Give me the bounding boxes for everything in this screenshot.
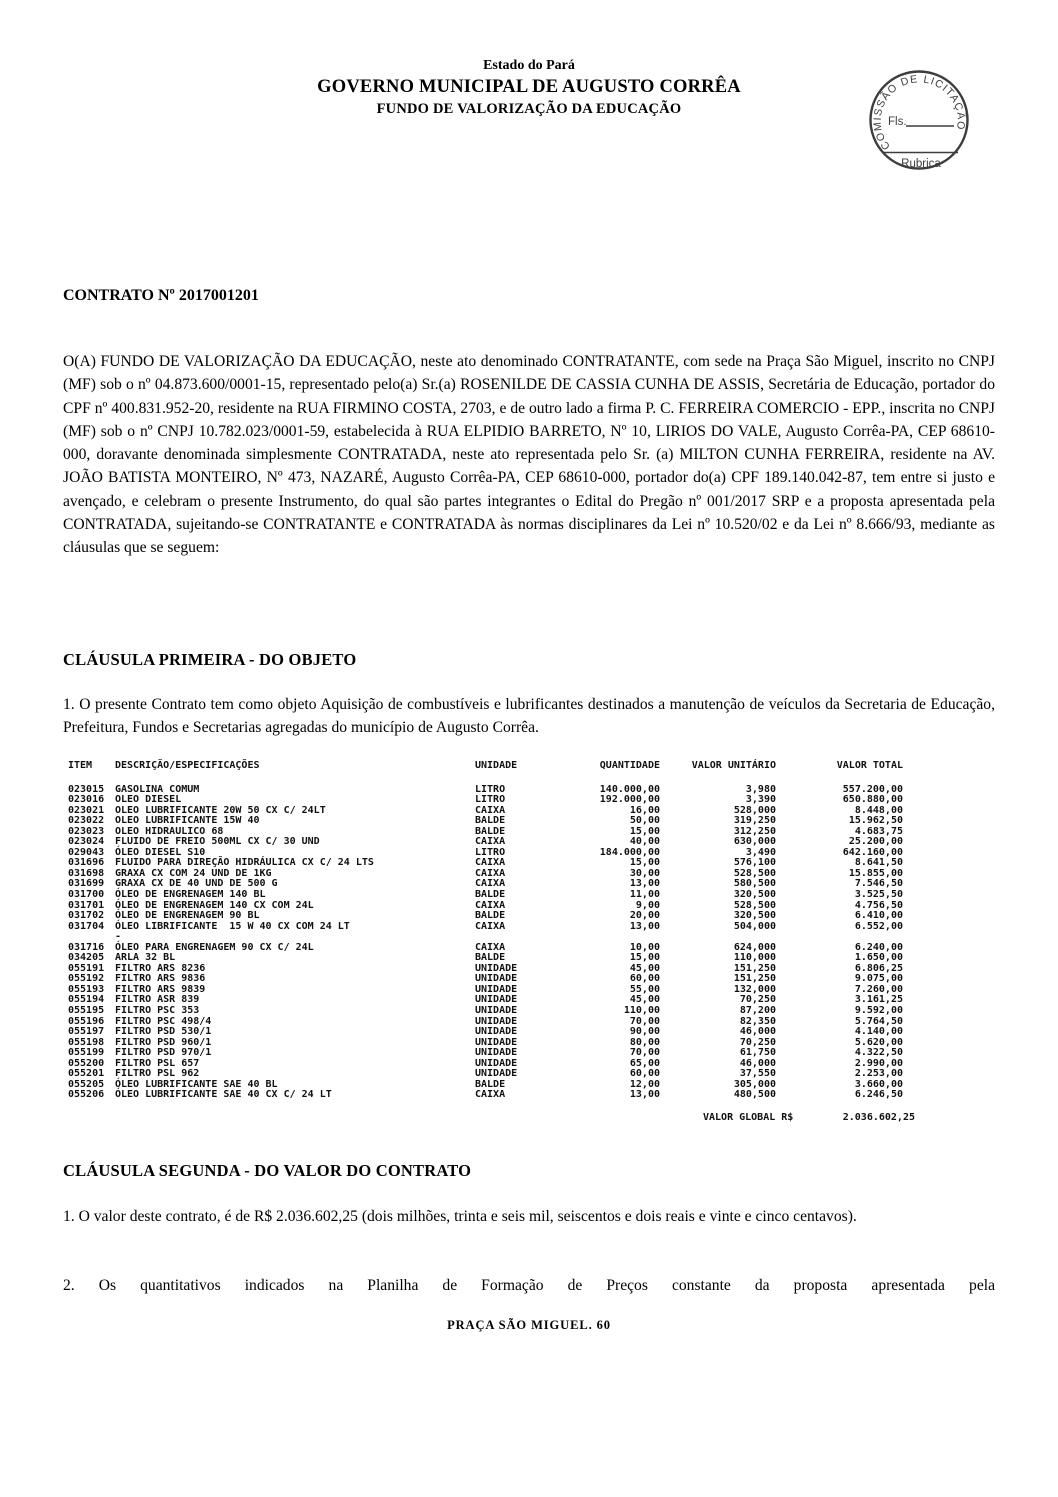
cell-item: 055200: [68, 1057, 105, 1069]
table-row: [63, 1079, 995, 1090]
page-footer: PRAÇA SÃO MIGUEL. 60: [447, 1318, 611, 1332]
cell-un: LITRO: [475, 846, 506, 858]
cell-vt: 642.160,00: [842, 846, 903, 858]
cell-vu: 61,750: [739, 1047, 776, 1059]
cell-vu: 630,000: [733, 836, 776, 848]
cell-un: CAIXA: [475, 836, 506, 848]
cell-qtd: 110,00: [623, 1005, 660, 1017]
cell-item: 031702: [68, 910, 105, 922]
header-cell-quantity: QUANTIDADE: [599, 760, 660, 771]
cell-un: CAIXA: [475, 941, 506, 953]
global-total-row: [63, 1112, 995, 1124]
letterhead-state: Estado do Pará: [483, 58, 575, 73]
cell-qtd: 15,00: [629, 825, 660, 837]
clause-2-paragraph-2: 2. Os quantitativos indicados na Planilha de Formação de Preços constante da proposta apresentada pela: [63, 1277, 995, 1294]
table-row: [63, 1037, 995, 1048]
cell-qtd: 12,00: [629, 1078, 660, 1090]
cell-item: 055197: [68, 1026, 105, 1038]
cell-vu: 319,250: [733, 815, 776, 827]
table-row: [63, 952, 995, 963]
cell-vt: 3.161,25: [854, 994, 903, 1006]
cell-vt: 8.448,00: [854, 804, 903, 816]
cell-desc: FLUIDO PARA DIREÇÃO HIDRÁULICA CX C/ 24 LTS: [115, 857, 374, 869]
cell-vt: 25.200,00: [848, 836, 903, 848]
cell-un: CAIXA: [475, 878, 506, 890]
cell-vu: 528,000: [733, 804, 776, 816]
cell-vt: 6.552,00: [854, 920, 903, 932]
cell-desc: ÓLEO DIESEL S10: [115, 846, 206, 858]
cell-vu: 305,000: [733, 1078, 776, 1090]
cell-item: 055199: [68, 1047, 105, 1059]
cell-item: 055193: [68, 983, 105, 995]
cell-item: 031700: [68, 889, 105, 901]
cell-qtd: 13,00: [629, 1089, 660, 1101]
cell-qtd: 184.000,00: [599, 846, 660, 858]
cell-vu: 151,250: [733, 973, 776, 985]
cell-vu: 3,490: [745, 846, 776, 858]
cell-vu: 132,000: [733, 983, 776, 995]
cell-un: UNIDADE: [475, 1057, 518, 1069]
clause-1-paragraph: 1. O presente Contrato tem como objeto Aquisição de combustíveis e lubrificantes destinados a manutenção de veículos da Secretaria de Educação, Prefeitura, Fundos e Secretarias agregadas do município de Augusto Corrêa.: [63, 696, 995, 737]
cell-vu: 580,500: [733, 878, 776, 890]
cell-desc: GRAXA CX COM 24 UND DE 1KG: [115, 867, 272, 879]
cell-desc: OLEO LUBRIFICANTE 20W 50 CX C/ 24LT: [115, 804, 326, 816]
table-row: [63, 1047, 995, 1058]
cell-vu: 528,500: [733, 867, 776, 879]
cell-vu: 46,000: [739, 1026, 776, 1038]
cell-un: CAIXA: [475, 1089, 506, 1101]
cell-desc: FILTRO ARS 9836: [115, 973, 206, 985]
cell-desc: OLEO HIDRAULICO 68: [115, 825, 224, 837]
table-row: [63, 826, 995, 837]
cell-desc: FILTRO PSD 530/1: [115, 1026, 212, 1038]
cell-vt: 8.641,50: [854, 857, 903, 869]
clause-2-title: CLÁUSULA SEGUNDA - DO VALOR DO CONTRATO: [63, 1161, 472, 1180]
table-row: [63, 963, 995, 974]
cell-un: CAIXA: [475, 899, 506, 911]
cell-vt: 9.592,00: [854, 1005, 903, 1017]
table-row: [63, 921, 995, 932]
cell-un: CAIXA: [475, 920, 506, 932]
cell-desc: OLEO LUBRIFICANTE 15W 40: [115, 815, 260, 827]
cell-vt: 5.764,50: [854, 1015, 903, 1027]
cell-vt: 2.253,00: [854, 1068, 903, 1080]
cell-vt: 7.260,00: [854, 983, 903, 995]
intro-paragraph: O(A) FUNDO DE VALORIZAÇÃO DA EDUCAÇÃO, neste ato denominado CONTRATANTE, com sede na Praça São Miguel, inscrito no CNPJ (MF) sob o nº 04.873.600/0001-15, representado pelo(a) Sr.(a) ROSENILDE DE CASSIA CUNHA DE ASSIS, Secretária de Educação, portador do CPF nº 400.831.952-20, residente na RUA FIRMINO COSTA, 2703, e de outro lado a firma P. C. FERREIRA COMERCIO - EPP., inscrita no CNPJ (MF) sob o nº CNPJ 10.782.023/0001-59, estabelecida à RUA ELPIDIO BARRETO, Nº 10, LIRIOS DO VALE, Augusto Corrêa-PA, CEP 68610-000, doravante denominada simplesmente CONTRATADA, neste ato representada pelo Sr. (a) MILTON CUNHA FERREIRA, residente na AV. JOÃO BATISTA MONTEIRO, Nº 473, NAZARÉ, Augusto Corrêa-PA, CEP 68610-000, portador do(a) CPF 189.140.042-87, tem entre si justo e avençado, e celebram o presente Instrumento, do qual são partes integrantes o Edital do Pregão nº 001/2017 SRP e a proposta apresentada pela CONTRATADA, sujeitando-se CONTRATANTE e CONTRATADA às normas disciplinares da Lei nº 10.520/02 e da Lei nº 8.666/93, mediante as cláusulas que se seguem:: [63, 353, 995, 557]
cell-vt: 15.855,00: [848, 867, 903, 879]
cell-qtd: 30,00: [629, 867, 660, 879]
table-row: [63, 857, 995, 868]
cell-un: UNIDADE: [475, 1005, 518, 1017]
letterhead-government: GOVERNO MUNICIPAL DE AUGUSTO CORRÊA: [317, 77, 741, 97]
cell-item: 023021: [68, 804, 105, 816]
cell-qtd: 65,00: [629, 1057, 660, 1069]
cell-qtd: 13,00: [629, 878, 660, 890]
cell-vt: 557.200,00: [842, 783, 903, 795]
stamp-circle-icon: [871, 72, 968, 169]
cell-desc: ÓLEO DE ENGRENAGEM 140 BL: [115, 889, 266, 901]
cell-vu: 312,250: [733, 825, 776, 837]
cell-item: 055206: [68, 1089, 105, 1101]
cell-qtd: 50,00: [629, 815, 660, 827]
cell-item: 055195: [68, 1005, 105, 1017]
cell-un: UNIDADE: [475, 962, 518, 974]
cell-vu: 70,250: [739, 994, 776, 1006]
cell-vu: 82,350: [739, 1015, 776, 1027]
cell-un: UNIDADE: [475, 994, 518, 1006]
cell-qtd: 45,00: [629, 962, 660, 974]
cell-item: 023016: [68, 794, 105, 806]
cell-item: 034205: [68, 952, 105, 964]
cell-item: 023024: [68, 836, 105, 848]
cell-vu: 110,000: [733, 952, 776, 964]
cell-item: 029043: [68, 846, 105, 858]
cell-desc: FILTRO ARS 9839: [115, 983, 206, 995]
table-row: [63, 910, 995, 921]
cell-item: 023023: [68, 825, 105, 837]
cell-item: 031698: [68, 867, 105, 879]
cell-qtd: 13,00: [629, 920, 660, 932]
cell-vu: 480,500: [733, 1089, 776, 1101]
cell-vt: 9.075,00: [854, 973, 903, 985]
table-rows: [63, 784, 995, 1100]
cell-desc: -: [115, 931, 122, 943]
table-row: [63, 889, 995, 900]
header-cell-unit-value: VALOR UNITÁRIO: [691, 760, 776, 771]
header-cell-item: ITEM: [68, 760, 93, 771]
cell-vt: 4.140,00: [854, 1026, 903, 1038]
cell-qtd: 140.000,00: [599, 783, 660, 795]
cell-qtd: 70,00: [629, 1047, 660, 1059]
licitacao-stamp: [855, 60, 989, 184]
cell-item: 023022: [68, 815, 105, 827]
cell-un: UNIDADE: [475, 973, 518, 985]
cell-vu: 320,500: [733, 889, 776, 901]
cell-un: BALDE: [475, 889, 506, 901]
cell-vu: 151,250: [733, 962, 776, 974]
cell-desc: OLEO DIESEL: [115, 794, 182, 806]
stamp-fls-label: Fls.: [888, 116, 907, 128]
table-row: [63, 942, 995, 953]
cell-item: 055198: [68, 1036, 105, 1048]
cell-vu: 70,250: [739, 1036, 776, 1048]
cell-un: CAIXA: [475, 857, 506, 869]
cell-vt: 7.546,50: [854, 878, 903, 890]
cell-qtd: 15,00: [629, 952, 660, 964]
cell-item: 055205: [68, 1078, 105, 1090]
header-cell-description: DESCRIÇÃO/ESPECIFICAÇÕES: [115, 760, 260, 771]
cell-item: 031699: [68, 878, 105, 890]
cell-qtd: 11,00: [629, 889, 660, 901]
cell-vu: 528,500: [733, 899, 776, 911]
cell-vu: 624,000: [733, 941, 776, 953]
cell-desc: ÓLEO PARA ENGRENAGEM 90 CX C/ 24L: [115, 941, 314, 953]
clause-2-paragraph-1: 1. O valor deste contrato, é de R$ 2.036.602,25 (dois milhões, trinta e seis mil, seiscentos e dois reais e vinte e cinco centavos).: [63, 1208, 857, 1225]
table-row: [63, 1016, 995, 1027]
cell-vt: 3.525,50: [854, 889, 903, 901]
cell-un: LITRO: [475, 794, 506, 806]
cell-qtd: 45,00: [629, 994, 660, 1006]
table-row: [63, 1089, 995, 1100]
cell-item: 055191: [68, 962, 105, 974]
cell-qtd: 60,00: [629, 1068, 660, 1080]
cell-vt: 6.806,25: [854, 962, 903, 974]
cell-item: 031716: [68, 941, 105, 953]
cell-item: 055196: [68, 1015, 105, 1027]
cell-desc: GRAXA CX DE 40 UND DE 500 G: [115, 878, 278, 890]
stamp-rubrica-label: Rubrica: [901, 158, 941, 170]
cell-vt: 4.683,75: [854, 825, 903, 837]
header-cell-total-value: VALOR TOTAL: [836, 760, 903, 771]
cell-vu: 37,550: [739, 1068, 776, 1080]
cell-item: 055192: [68, 973, 105, 985]
cell-vt: 15.962,50: [848, 815, 903, 827]
cell-vt: 5.620,00: [854, 1036, 903, 1048]
cell-vu: 46,000: [739, 1057, 776, 1069]
cell-qtd: 40,00: [629, 836, 660, 848]
cell-un: UNIDADE: [475, 1036, 518, 1048]
cell-un: BALDE: [475, 815, 506, 827]
cell-desc: FILTRO PSD 960/1: [115, 1036, 212, 1048]
table-row: [63, 931, 995, 942]
valor-global-value: 2.036.602,25: [842, 1112, 915, 1123]
cell-qtd: 80,00: [629, 1036, 660, 1048]
table-row: [63, 868, 995, 879]
cell-item: 031704: [68, 920, 105, 932]
cell-vt: 4.756,50: [854, 899, 903, 911]
cell-desc: FILTRO ASR 839: [115, 994, 200, 1006]
cell-desc: ÓLEO LUBRIFICANTE SAE 40 BL: [115, 1078, 278, 1090]
cell-desc: FLUIDO DE FREIO 500ML CX C/ 30 UND: [115, 836, 320, 848]
cell-item: 055194: [68, 994, 105, 1006]
cell-un: BALDE: [475, 910, 506, 922]
table-row: [63, 900, 995, 911]
cell-qtd: 60,00: [629, 973, 660, 985]
table-row: [63, 973, 995, 984]
valor-global-label: VALOR GLOBAL R$: [703, 1112, 794, 1123]
items-table: [63, 760, 995, 1100]
cell-item: 031701: [68, 899, 105, 911]
cell-un: BALDE: [475, 952, 506, 964]
cell-un: BALDE: [475, 1078, 506, 1090]
cell-vt: 6.246,50: [854, 1089, 903, 1101]
cell-qtd: 10,00: [629, 941, 660, 953]
header-cell-unit: UNIDADE: [475, 760, 518, 771]
cell-un: UNIDADE: [475, 1026, 518, 1038]
cell-un: CAIXA: [475, 804, 506, 816]
contract-number: CONTRATO Nº 2017001201: [63, 287, 259, 304]
table-row: [63, 1058, 995, 1069]
cell-desc: ÓLEO DE ENGRENAGEM 140 CX COM 24L: [115, 899, 314, 911]
cell-un: BALDE: [475, 825, 506, 837]
cell-un: UNIDADE: [475, 1068, 518, 1080]
table-row: [63, 836, 995, 847]
cell-un: CAIXA: [475, 867, 506, 879]
cell-vt: 3.660,00: [854, 1078, 903, 1090]
cell-vu: 3,980: [745, 783, 776, 795]
cell-qtd: 15,00: [629, 857, 660, 869]
cell-vt: 6.240,00: [854, 941, 903, 953]
cell-qtd: 20,00: [629, 910, 660, 922]
cell-item: 023015: [68, 783, 105, 795]
cell-vu: 87,200: [739, 1005, 776, 1017]
cell-vt: 2.990,00: [854, 1057, 903, 1069]
cell-vt: 4.322,50: [854, 1047, 903, 1059]
stamp-graphic: [855, 60, 989, 184]
cell-qtd: 70,00: [629, 1015, 660, 1027]
table-row: [63, 805, 995, 816]
table-row: [63, 878, 995, 889]
cell-un: LITRO: [475, 783, 506, 795]
cell-vt: 650.880,00: [842, 794, 903, 806]
cell-un: UNIDADE: [475, 1047, 518, 1059]
cell-qtd: 55,00: [629, 983, 660, 995]
cell-vt: 1.650,00: [854, 952, 903, 964]
clause-1-title: CLÁUSULA PRIMEIRA - DO OBJETO: [63, 650, 357, 669]
cell-qtd: 192.000,00: [599, 794, 660, 806]
cell-vt: 6.410,00: [854, 910, 903, 922]
cell-desc: GASOLINA COMUM: [115, 783, 200, 795]
cell-qtd: 9,00: [635, 899, 660, 911]
table-row: [63, 1068, 995, 1079]
table-row: [63, 784, 995, 795]
cell-desc: FILTRO PSL 657: [115, 1057, 200, 1069]
cell-desc: FILTRO PSL 962: [115, 1068, 200, 1080]
cell-desc: FILTRO PSC 353: [115, 1005, 200, 1017]
cell-vu: 576,100: [733, 857, 776, 869]
cell-vu: 320,500: [733, 910, 776, 922]
table-row: [63, 1005, 995, 1016]
cell-item: 031696: [68, 857, 105, 869]
cell-un: UNIDADE: [475, 1015, 518, 1027]
table-row: [63, 847, 995, 858]
table-row: [63, 1026, 995, 1037]
cell-desc: ARLA 32 BL: [115, 952, 176, 964]
table-header-row: [63, 760, 995, 771]
cell-desc: FILTRO ARS 8236: [115, 962, 206, 974]
table-row: [63, 815, 995, 826]
cell-vu: 3,390: [745, 794, 776, 806]
cell-un: UNIDADE: [475, 983, 518, 995]
cell-vu: 504,000: [733, 920, 776, 932]
stamp-arc-text: COMISSÃO DE LICITAÇÃO: [871, 73, 967, 152]
cell-desc: FILTRO PSD 970/1: [115, 1047, 212, 1059]
letterhead-fund: FUNDO DE VALORIZAÇÃO DA EDUCAÇÃO: [376, 101, 682, 117]
cell-desc: ÓLEO LUBRIFICANTE SAE 40 CX C/ 24 LT: [115, 1089, 332, 1101]
table-row: [63, 994, 995, 1005]
cell-desc: ÓLEO LIBRIFICANTE 15 W 40 CX COM 24 LT: [115, 920, 350, 932]
cell-item: 055201: [68, 1068, 105, 1080]
table-row: [63, 984, 995, 995]
cell-qtd: 90,00: [629, 1026, 660, 1038]
cell-desc: FILTRO PSC 498/4: [115, 1015, 212, 1027]
cell-desc: ÓLEO DE ENGRENAGEM 90 BL: [115, 910, 260, 922]
cell-qtd: 16,00: [629, 804, 660, 816]
table-row: [63, 794, 995, 805]
